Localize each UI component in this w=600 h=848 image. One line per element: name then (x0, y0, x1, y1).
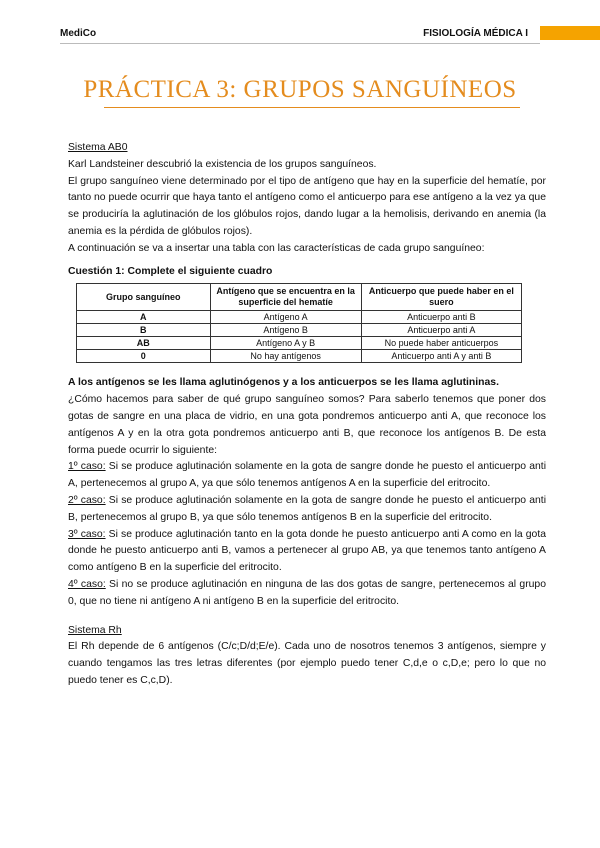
header-brand: MediCo (60, 28, 97, 39)
table-cell-antibody: Anticuerpo anti B (361, 311, 521, 324)
agglutination-note: A los antígenos se les llama aglutinógenos y a los anticuerpos se les llama aglutininas. (68, 377, 499, 389)
title-underline (104, 107, 520, 108)
page-header (60, 28, 600, 44)
table-header-cell: Grupo sanguíneo (77, 284, 211, 311)
table-cell-group: B (77, 324, 211, 337)
case-paragraph-3 (68, 527, 546, 577)
page-title: PRÁCTICA 3: GRUPOS SANGUÍNEOS (83, 76, 517, 103)
table-row (77, 350, 522, 363)
case-text: Si se produce aglutinación solamente en la gota de sangre donde he puesto el anticuerpo anti A, pertenecemos al grupo A, ya que sólo tenemos antígenos A en la superficie del eritrocito. (68, 461, 547, 490)
table-cell-group: 0 (77, 350, 211, 363)
header-accent-bar (540, 26, 600, 40)
header-subject: FISIOLOGÍA MÉDICA I (423, 28, 528, 39)
table-cell-antibody: Anticuerpo anti A y anti B (361, 350, 521, 363)
case-paragraph-2 (68, 493, 546, 527)
abo-paragraph-1: Karl Landsteiner descubrió la existencia de los grupos sanguíneos. (68, 158, 377, 170)
table-cell-antigen: Antígeno A y B (210, 337, 361, 350)
header-divider (60, 43, 540, 44)
case-label: 3º caso: (68, 528, 106, 540)
table-cell-antibody: No puede haber anticuerpos (361, 337, 521, 350)
case-text: Si no se produce aglutinación en ninguna de las dos gotas de sangre, pertenecemos al grupo 0, que no tiene ni antígeno A ni antígeno B en la superficie del eritrocito. (68, 578, 546, 607)
abo-paragraph-3: A continuación se va a insertar una tabla con las características de cada grupo sanguíneo: (68, 242, 485, 254)
agglutination-intro: ¿Cómo hacemos para saber de qué grupo sanguíneo somos? Para saberlo tenemos que poner dos gotas de sangre en una placa de vidrio, en una gota pondremos anticuerpo anti A, que reconoce los antígenos A y en la otra gota pondremos anticuerpo anti B, que reconoce los antígenos B. De esta forma puede ocurrir lo siguiente: (68, 394, 546, 456)
table-header-cell: Anticuerpo que puede haber en el suero (361, 284, 521, 311)
question-title: Cuestión 1: Complete el siguiente cuadro (68, 265, 273, 277)
table-row (77, 311, 522, 324)
case-paragraph-4 (68, 577, 546, 611)
case-paragraph-1 (68, 459, 546, 493)
table-row (77, 337, 522, 350)
blood-group-table (76, 283, 522, 363)
table-row (77, 324, 522, 337)
table-cell-antigen: Antígeno A (210, 311, 361, 324)
abo-paragraph-2: El grupo sanguíneo viene determinado por el tipo de antígeno que hay en la superficie del hematíe, por tanto no puede ocurrir que haya tanto el antígeno como el anticuerpo para ese antígeno a la vez ya que se produciría la aglutinación de los glóbulos rojos, dando lugar a la hemolisis, derivando en anemia (la anemia es la pérdida de glóbulos rojos). (68, 175, 546, 237)
case-text: Si se produce aglutinación solamente en la gota de sangre donde he puesto el anticuerpo anti B, pertenecemos al grupo B, ya que sólo tenemos antígenos B en la superficie del eritrocito. (68, 494, 547, 523)
table-header-cell: Antígeno que se encuentra en la superficie del hematíe (210, 284, 361, 311)
table-cell-antibody: Anticuerpo anti A (361, 324, 521, 337)
rh-paragraph: El Rh depende de 6 antígenos (C/c;D/d;E/e). Cada uno de nosotros tenemos 3 antígenos, siempre y cuando tengamos las tres letras diferentes (por ejemplo puedo tener C,d,e o c,D,e; pero lo que no puedo tener es C,c,D). (68, 641, 546, 686)
table-cell-antigen: Antígeno B (210, 324, 361, 337)
table-header-row (77, 284, 522, 311)
case-text: Si se produce aglutinación tanto en la gota donde he puesto anticuerpo anti A como en la gota donde he puesto anticuerpo anti B, vamos a pertenecer al grupo AB, ya que tenemos tanto antígeno A como antígeno B en la superficie del eritrocito. (68, 528, 547, 574)
section-heading-rh: Sistema Rh (68, 624, 122, 636)
case-label: 1º caso: (68, 461, 106, 473)
case-label: 4º caso: (68, 578, 106, 590)
table-cell-antigen: No hay antígenos (210, 350, 361, 363)
case-label: 2º caso: (68, 494, 106, 506)
section-heading-abo: Sistema AB0 (68, 142, 128, 153)
table-cell-group: AB (77, 337, 211, 350)
table-cell-group: A (77, 311, 211, 324)
document-body (68, 140, 546, 690)
